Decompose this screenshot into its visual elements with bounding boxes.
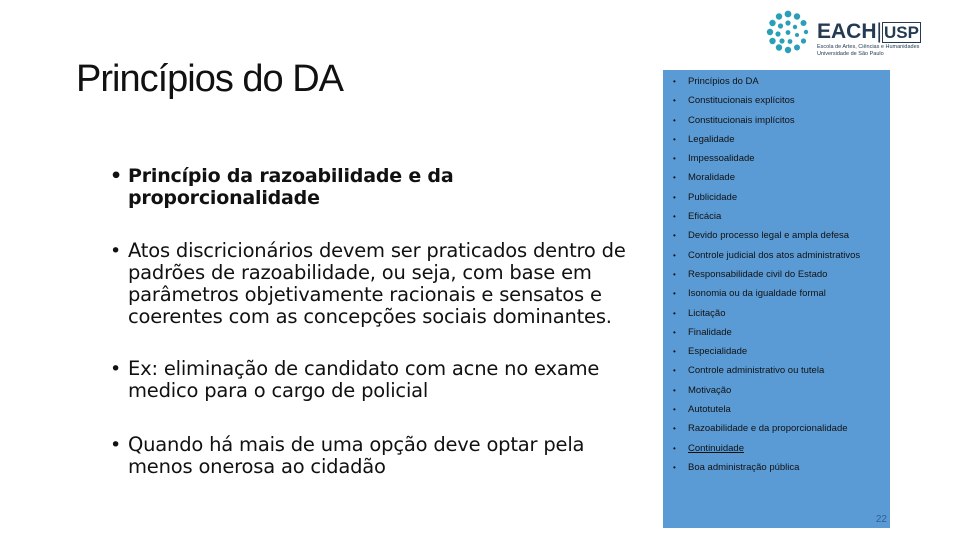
sidebar-bullet-dot: • xyxy=(673,231,676,241)
bullet-dot: • xyxy=(110,240,122,262)
sidebar-item xyxy=(663,111,890,130)
sidebar-item-label: Moralidade xyxy=(688,172,735,184)
sidebar-bullet-dot: • xyxy=(673,462,676,472)
sidebar-item-label: Finalidade xyxy=(688,326,732,338)
sidebar-item xyxy=(663,188,890,207)
sidebar-item xyxy=(663,342,890,361)
sidebar-item xyxy=(663,381,890,400)
sidebar-item xyxy=(663,207,890,226)
sidebar-bullet-dot: • xyxy=(673,443,676,453)
bullet-text: Atos discricionários devem ser praticados dentro de padrões de razoabilidade, ou seja, com base em parâmetros objetivamente racionais e sensatos e coerentes com as concepções sociais dominantes. xyxy=(128,239,626,328)
sidebar-item-label: Legalidade xyxy=(688,133,735,145)
sidebar-item xyxy=(663,72,890,91)
sidebar-bullet-dot: • xyxy=(673,308,676,318)
sidebar-item-label: Constitucionais explícitos xyxy=(688,95,795,107)
logo-subtitle: Escola de Artes, Ciências e Humanidades Universidade de São Paulo xyxy=(817,44,920,57)
sidebar-bullet-dot: • xyxy=(673,250,676,260)
sidebar-item-label: Controle judicial dos atos administrativos xyxy=(688,249,861,261)
sidebar-item xyxy=(663,361,890,380)
sidebar-item xyxy=(663,323,890,342)
sidebar-bullet-dot: • xyxy=(673,347,676,357)
sidebar-bullet-dot: • xyxy=(673,154,676,164)
logo-wordmark: EACH| USP xyxy=(817,20,919,43)
sidebar-bullet-dot: • xyxy=(673,173,676,183)
principles-sidebar xyxy=(663,70,890,528)
sidebar-item-label: Razoabilidade e da proporcionalidade xyxy=(688,423,848,435)
sidebar-item-label: Publicidade xyxy=(688,191,738,203)
sidebar-item-label: Autotutela xyxy=(688,404,731,416)
sidebar-bullet-dot: • xyxy=(673,385,676,395)
sidebar-item-label: Princípios do DA xyxy=(688,76,759,87)
sidebar-item-label: Constitucionais implícitos xyxy=(688,114,795,126)
sidebar-item xyxy=(663,91,890,110)
sidebar-bullet-dot: • xyxy=(673,77,676,86)
sidebar-item xyxy=(663,226,890,245)
bullet-principle xyxy=(110,165,650,209)
bullet-text: Princípio da razoabilidade e da proporcionalidade xyxy=(128,165,454,209)
sidebar-bullet-dot: • xyxy=(673,115,676,125)
bullet-example xyxy=(110,358,650,402)
sidebar-item-label: Controle administrativo ou tutela xyxy=(688,365,825,377)
page-number: 22 xyxy=(875,514,887,525)
sidebar-item xyxy=(663,168,890,187)
sidebar-item xyxy=(663,419,890,438)
sidebar-item-label: Continuidade xyxy=(688,442,744,454)
sidebar-bullet-dot: • xyxy=(673,327,676,337)
each-usp-logo xyxy=(763,8,953,64)
bullet-discretionary-acts xyxy=(110,240,650,328)
sidebar-item xyxy=(663,284,890,303)
sidebar-item-label: Licitação xyxy=(688,307,726,319)
sidebar-item-label: Eficácia xyxy=(688,211,722,223)
sidebar-item xyxy=(663,130,890,149)
principles-list xyxy=(663,72,890,477)
sidebar-bullet-dot: • xyxy=(673,405,676,415)
sidebar-bullet-dot: • xyxy=(673,134,676,144)
sidebar-item xyxy=(663,149,890,168)
bullet-text: Ex: eliminação de candidato com acne no exame medico para o cargo de policial xyxy=(128,357,600,402)
sidebar-item xyxy=(663,304,890,323)
bullet-dot: • xyxy=(110,434,122,456)
sidebar-item-label: Motivação xyxy=(688,384,732,396)
sidebar-bullet-dot: • xyxy=(673,289,676,299)
slide-content xyxy=(110,160,650,478)
sidebar-bullet-dot: • xyxy=(673,366,676,376)
sidebar-item-label: Impessoalidade xyxy=(688,153,755,165)
sidebar-item-label: Especialidade xyxy=(688,346,748,358)
sidebar-bullet-dot: • xyxy=(673,212,676,222)
sidebar-item xyxy=(663,400,890,419)
sidebar-bullet-dot: • xyxy=(673,96,676,106)
each-dots-logo-icon xyxy=(763,8,813,60)
sidebar-bullet-dot: • xyxy=(673,424,676,434)
sidebar-item xyxy=(663,246,890,265)
bullet-dot: • xyxy=(110,165,122,187)
sidebar-item-label: Responsabilidade civil do Estado xyxy=(688,268,828,280)
sidebar-bullet-dot: • xyxy=(673,192,676,202)
sidebar-item xyxy=(663,439,890,458)
bullet-text: Quando há mais de uma opção deve optar pela menos onerosa ao cidadão xyxy=(128,433,585,478)
sidebar-item xyxy=(663,265,890,284)
sidebar-item-label: Boa administração pública xyxy=(688,461,800,473)
sidebar-bullet-dot: • xyxy=(673,269,676,279)
sidebar-item xyxy=(663,458,890,477)
sidebar-item-label: Isonomia ou da igualdade formal xyxy=(688,288,826,300)
bullet-least-onerous xyxy=(110,434,650,478)
slide-title: Princípios do DA xyxy=(76,58,344,100)
sidebar-item-label: Devido processo legal e ampla defesa xyxy=(688,230,850,242)
bullet-dot: • xyxy=(110,358,122,380)
